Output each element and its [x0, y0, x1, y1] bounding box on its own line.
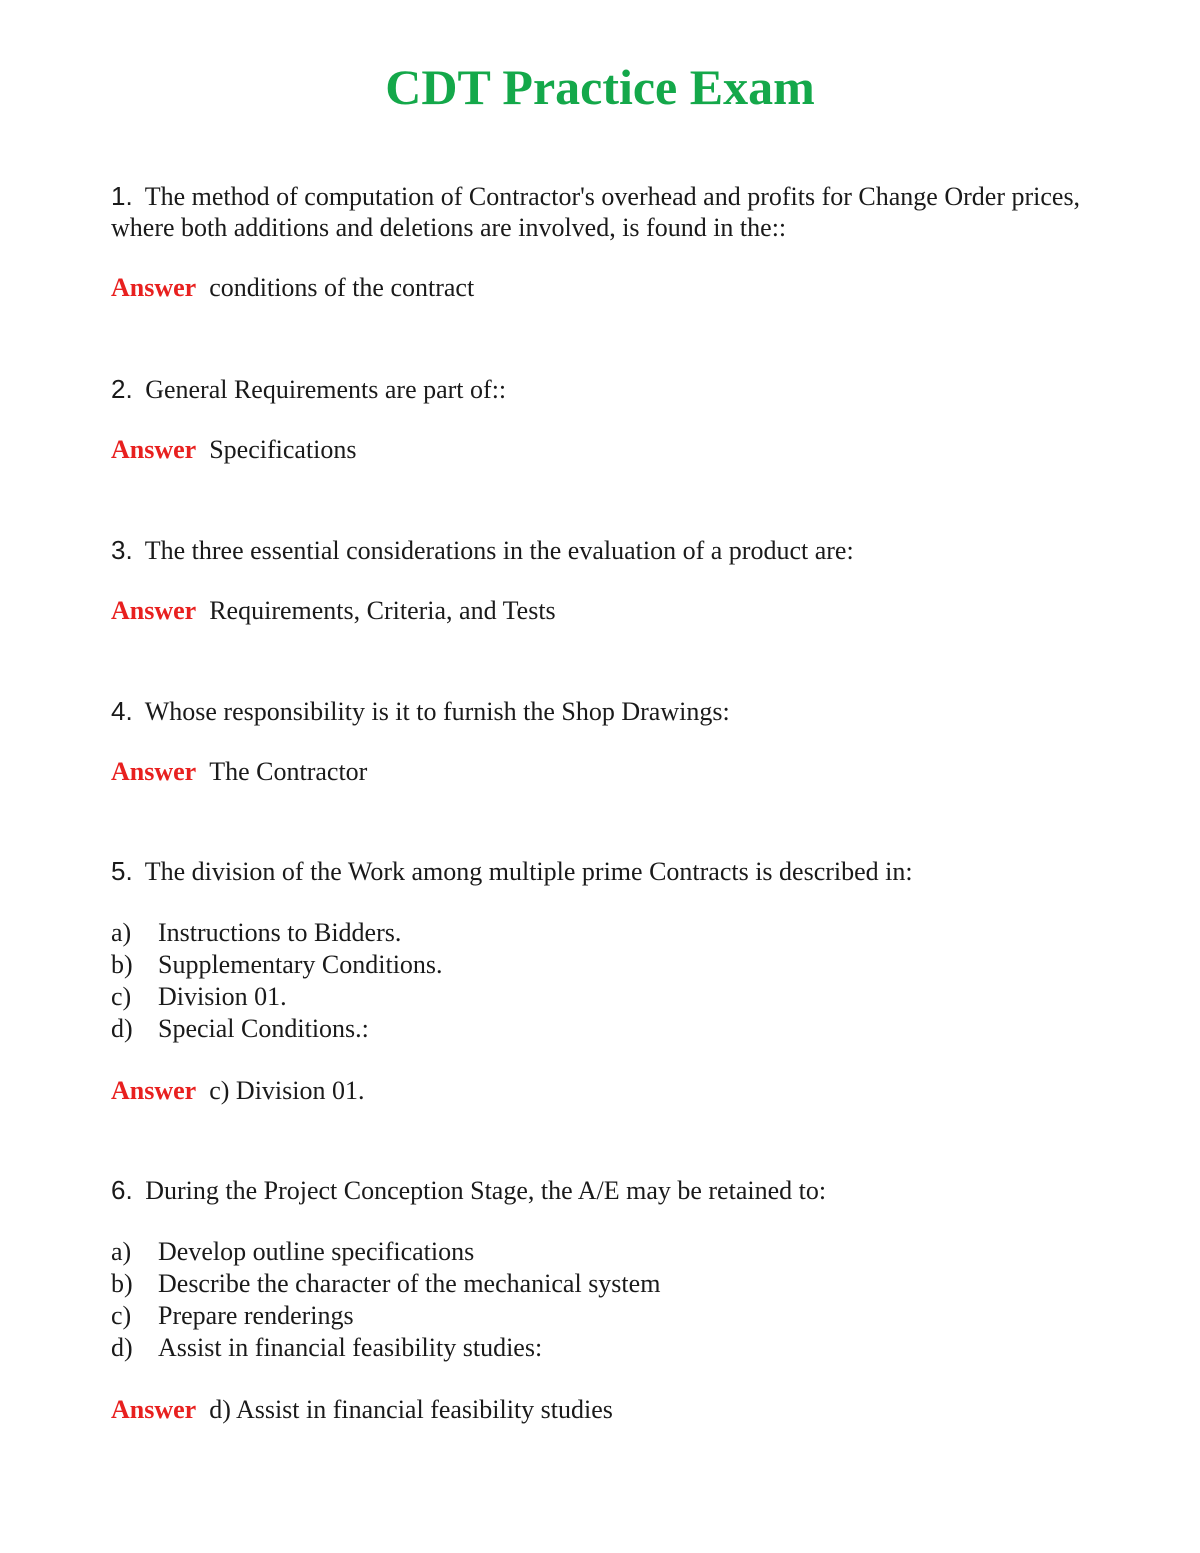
answer-text: Specifications: [209, 435, 357, 464]
option-text: Division 01.: [158, 982, 287, 1011]
question-6: [111, 1175, 1121, 1426]
option-text: Assist in financial feasibility studies:: [158, 1333, 543, 1362]
question-3: [111, 535, 1121, 627]
option-text: Special Conditions.:: [158, 1014, 369, 1043]
option-c: [111, 981, 1121, 1013]
option-b: [111, 1268, 1121, 1300]
option-letter: d): [111, 1014, 133, 1043]
answer-label: Answer: [111, 1076, 197, 1105]
option-d: [111, 1332, 1121, 1364]
question-number: 3.: [111, 535, 133, 565]
question-text: [111, 1175, 1121, 1206]
question-2: [111, 374, 1121, 466]
question-text: [111, 181, 1121, 243]
option-letter: c): [111, 1301, 132, 1330]
option-letter: a): [111, 918, 132, 947]
question-prompt: During the Project Conception Stage, the A/E may be retained to:: [145, 1176, 827, 1205]
answer-text: c) Division 01.: [209, 1076, 365, 1105]
question-text: [111, 535, 1121, 566]
question-text: [111, 374, 1121, 405]
question-number: 5.: [111, 856, 133, 886]
answer-text: d) Assist in financial feasibility studies: [209, 1395, 613, 1424]
question-prompt: Whose responsibility is it to furnish the Shop Drawings:: [144, 697, 730, 726]
option-text: Develop outline specifications: [158, 1237, 475, 1266]
option-c: [111, 1300, 1121, 1332]
answer-line: [111, 1394, 1121, 1426]
answer-label: Answer: [111, 273, 197, 302]
answer-line: [111, 595, 1121, 627]
option-b: [111, 949, 1121, 981]
option-text: Describe the character of the mechanical system: [158, 1269, 661, 1298]
page-title: CDT Practice Exam: [385, 59, 815, 115]
answer-line: [111, 1075, 1121, 1107]
question-prompt: The three essential considerations in the evaluation of a product are:: [144, 536, 854, 565]
answer-line: [111, 434, 1121, 466]
answer-label: Answer: [111, 435, 197, 464]
answer-label: Answer: [111, 757, 197, 786]
answer-label: Answer: [111, 596, 197, 625]
question-text: [111, 696, 1121, 727]
answer-text: Requirements, Criteria, and Tests: [209, 596, 556, 625]
answer-text: The Contractor: [209, 757, 368, 786]
question-number: 1.: [111, 181, 133, 211]
option-text: Instructions to Bidders.: [158, 918, 402, 947]
option-text: Prepare renderings: [158, 1301, 354, 1330]
option-list: [111, 1236, 1121, 1364]
option-a: [111, 917, 1121, 949]
answer-line: [111, 756, 1121, 788]
question-number: 6.: [111, 1175, 133, 1205]
answer-line: [111, 272, 1121, 304]
question-number: 2.: [111, 374, 133, 404]
answer-text: conditions of the contract: [209, 273, 475, 302]
answer-label: Answer: [111, 1395, 197, 1424]
option-a: [111, 1236, 1121, 1268]
option-letter: b): [111, 950, 133, 979]
option-list: [111, 917, 1121, 1045]
option-letter: c): [111, 982, 132, 1011]
question-prompt: The division of the Work among multiple prime Contracts is described in:: [144, 857, 913, 886]
question-4: [111, 696, 1121, 788]
question-text: [111, 856, 1121, 887]
question-prompt: General Requirements are part of::: [145, 375, 507, 404]
question-1: [111, 181, 1121, 304]
question-number: 4.: [111, 696, 133, 726]
option-letter: b): [111, 1269, 133, 1298]
option-text: Supplementary Conditions.: [158, 950, 443, 979]
option-letter: d): [111, 1333, 133, 1362]
question-prompt: The method of computation of Contractor's overhead and profits for Change Order prices, where both additions and deletions are involved, is found in the::: [111, 182, 1081, 242]
option-letter: a): [111, 1237, 132, 1266]
option-d: [111, 1013, 1121, 1045]
question-5: [111, 856, 1121, 1107]
